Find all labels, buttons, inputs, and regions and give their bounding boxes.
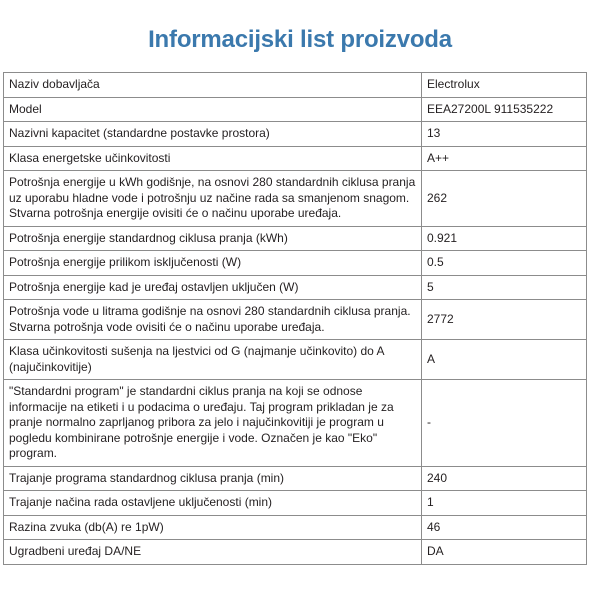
table-row bbox=[4, 251, 587, 276]
table-row bbox=[4, 540, 587, 565]
spec-label-cell: Klasa energetske učinkovitosti bbox=[4, 146, 422, 171]
spec-value-cell: - bbox=[422, 380, 587, 467]
spec-label-cell: Trajanje programa standardnog ciklusa pranja (min) bbox=[4, 466, 422, 491]
spec-value-cell: 0.5 bbox=[422, 251, 587, 276]
spec-label-cell: Potrošnja energije kad je uređaj ostavljen uključen (W) bbox=[4, 275, 422, 300]
spec-value-cell: A++ bbox=[422, 146, 587, 171]
table-row bbox=[4, 275, 587, 300]
spec-label-cell: Ugradbeni uređaj DA/NE bbox=[4, 540, 422, 565]
table-row bbox=[4, 122, 587, 147]
spec-label-cell: Potrošnja vode u litrama godišnje na osnovi 280 standardnih ciklusa pranja. Stvarna potrošnja vode ovisiti će o načinu uporabe uređaja. bbox=[4, 300, 422, 340]
spec-label-cell: Naziv dobavljača bbox=[4, 73, 422, 98]
table-row bbox=[4, 466, 587, 491]
table-row bbox=[4, 491, 587, 516]
spec-label-cell: Klasa učinkovitosti sušenja na ljestvici od G (najmanje učinkovito) do A (najučinkovitije) bbox=[4, 340, 422, 380]
table-row bbox=[4, 171, 587, 227]
table-row bbox=[4, 226, 587, 251]
spec-label-cell: Nazivni kapacitet (standardne postavke prostora) bbox=[4, 122, 422, 147]
spec-value-cell: 2772 bbox=[422, 300, 587, 340]
table-row bbox=[4, 146, 587, 171]
spec-value-cell: Electrolux bbox=[422, 73, 587, 98]
spec-value-cell: 1 bbox=[422, 491, 587, 516]
table-row bbox=[4, 73, 587, 98]
table-row bbox=[4, 515, 587, 540]
spec-table-body bbox=[4, 73, 587, 565]
spec-value-cell: 262 bbox=[422, 171, 587, 227]
spec-label-cell: Razina zvuka (db(A) re 1pW) bbox=[4, 515, 422, 540]
spec-label-cell: Model bbox=[4, 97, 422, 122]
spec-value-cell: 240 bbox=[422, 466, 587, 491]
spec-value-cell: DA bbox=[422, 540, 587, 565]
spec-value-cell: 13 bbox=[422, 122, 587, 147]
spec-label-cell: Potrošnja energije prilikom isključenosti (W) bbox=[4, 251, 422, 276]
spec-label-cell: Trajanje načina rada ostavljene uključenosti (min) bbox=[4, 491, 422, 516]
table-row bbox=[4, 97, 587, 122]
spec-value-cell: 46 bbox=[422, 515, 587, 540]
spec-value-cell: A bbox=[422, 340, 587, 380]
table-row bbox=[4, 300, 587, 340]
spec-value-cell: 5 bbox=[422, 275, 587, 300]
spec-value-cell: EEA27200L 911535222 bbox=[422, 97, 587, 122]
page-title: Informacijski list proizvoda bbox=[148, 26, 452, 53]
spec-label-cell: Potrošnja energije u kWh godišnje, na osnovi 280 standardnih ciklusa pranja uz uporabu hladne vode i potrošnju uz načine rada sa smanjenom snagom. Stvarna potrošnja energije ovisiti će o načinu uporabe uređaja. bbox=[4, 171, 422, 227]
spec-label-cell: Potrošnja energije standardnog ciklusa pranja (kWh) bbox=[4, 226, 422, 251]
table-row bbox=[4, 340, 587, 380]
spec-label-cell: "Standardni program" je standardni ciklus pranja na koji se odnose informacije na etiketi i u podacima o uređaju. Taj program prikladan je za pranje normalno zaprljanog pribora za jelo i najučinkovitiji je program u pogledu kombinirane potrošnje energije i vode. Označen je kao "Eko" program. bbox=[4, 380, 422, 467]
product-spec-table bbox=[3, 72, 587, 565]
spec-value-cell: 0.921 bbox=[422, 226, 587, 251]
table-row bbox=[4, 380, 587, 467]
spec-table-container bbox=[3, 72, 586, 565]
